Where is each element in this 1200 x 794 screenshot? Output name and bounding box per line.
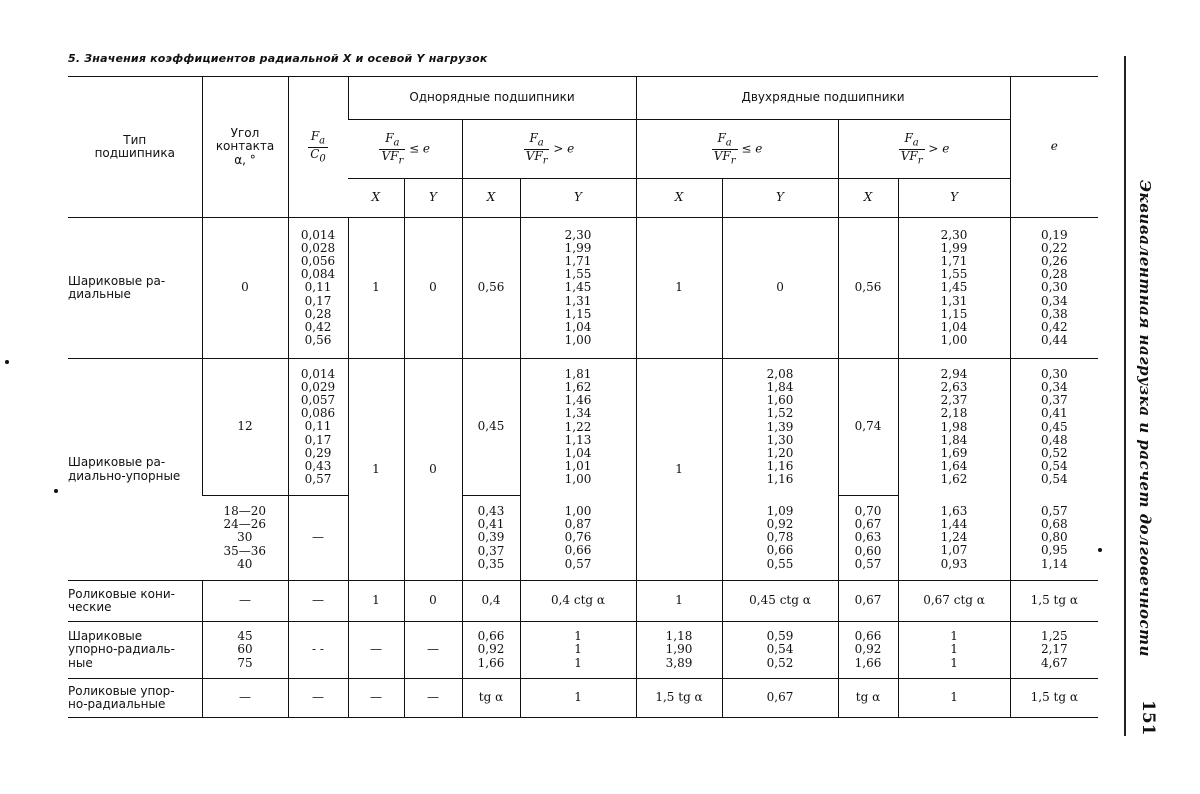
cell: 0,66 0,92 1,66 [838, 622, 898, 679]
header-x: X [348, 179, 404, 218]
speck [54, 489, 58, 493]
table-row [68, 218, 1098, 359]
header-double-gt [838, 120, 1010, 179]
cell: 1,25 2,17 4,67 [1010, 622, 1098, 679]
table-row [68, 359, 1098, 496]
cell: 0,014 0,028 0,056 0,084 0,11 0,17 0,28 0,42 0,56 [288, 218, 348, 359]
cell: 1,5 tg α [1010, 679, 1098, 718]
header-single-gt [462, 120, 636, 179]
cell: 0,4 [462, 581, 520, 622]
cell: 2,30 1,99 1,71 1,55 1,45 1,31 1,15 1,04 1,00 [898, 218, 1010, 359]
cell: 1 [348, 218, 404, 359]
cond-sign: ≤ e [409, 141, 431, 156]
header-fa-c0 [288, 77, 348, 218]
cell: 0,70 0,67 0,63 0,60 0,57 [838, 496, 898, 581]
cell: 0,66 0,92 1,66 [462, 622, 520, 679]
cell: 1 1 1 [898, 622, 1010, 679]
cond-num: $F_a$ [524, 132, 550, 149]
cell: 45 60 75 [202, 622, 288, 679]
cell: — [348, 622, 404, 679]
cell: 2,08 1,84 1,60 1,52 1,39 1,30 1,20 1,16 1,16 [722, 359, 838, 496]
cell: 1 [636, 218, 722, 359]
cell: 1 1 1 [520, 622, 636, 679]
cond-num: $F_a$ [712, 132, 738, 149]
margin-rule [1124, 56, 1126, 736]
cond-den: $VF_r$ [713, 148, 736, 166]
header-y: Y [404, 179, 462, 218]
header-double-row: Двухрядные подшипники [636, 77, 1010, 120]
cell: 1,09 0,92 0,78 0,66 0,55 [722, 496, 838, 581]
header-double-le [636, 120, 838, 179]
table-caption: 5. Значения коэффициентов радиальной X и осевой Y нагрузок [68, 52, 488, 65]
header-y: Y [722, 179, 838, 218]
cell: — [288, 679, 348, 718]
cell: 1 [348, 581, 404, 622]
header-bearing-type: Тип подшипника [68, 77, 202, 218]
cell: tg α [462, 679, 520, 718]
cond-sign: ≤ e [741, 141, 763, 156]
table-row [68, 581, 1098, 622]
cell: 1 [636, 581, 722, 622]
cell: 12 [202, 359, 288, 496]
header-x: X [462, 179, 520, 218]
fa-c0-den: $C_0$ [310, 146, 326, 164]
header-x: X [636, 179, 722, 218]
cell: 0,67 [722, 679, 838, 718]
cell: — [288, 496, 348, 581]
table-row [68, 622, 1098, 679]
cell: 1 [348, 359, 404, 581]
cell: 0,56 [838, 218, 898, 359]
cell: — [404, 679, 462, 718]
cell: 0,014 0,029 0,057 0,086 0,11 0,17 0,29 0,43 0,57 [288, 359, 348, 496]
row-label: Роликовые кони- ческие [68, 581, 202, 622]
header-y: Y [898, 179, 1010, 218]
cond-num: $F_a$ [899, 132, 925, 149]
cond-den: $VF_r$ [900, 148, 923, 166]
cell: 1,00 0,87 0,76 0,66 0,57 [520, 496, 636, 581]
header-contact-angle: Угол контакта α, ° [202, 77, 288, 218]
cell: 0,45 ctg α [722, 581, 838, 622]
cell: 0 [722, 218, 838, 359]
cond-sign: > e [553, 141, 575, 156]
cell: 0,74 [838, 359, 898, 496]
header-x: X [838, 179, 898, 218]
cell: 0 [404, 359, 462, 581]
cell: 2,94 2,63 2,37 2,18 1,98 1,84 1,69 1,64 1,62 [898, 359, 1010, 496]
cell: - - [288, 622, 348, 679]
cell: 1 [520, 679, 636, 718]
header-single-row: Однорядные подшипники [348, 77, 636, 120]
cell: — [404, 622, 462, 679]
cell: 1 [898, 679, 1010, 718]
cell: 0,4 ctg α [520, 581, 636, 622]
cell: 18—20 24—26 30 35—36 40 [202, 496, 288, 581]
cell: 0,57 0,68 0,80 0,95 1,14 [1010, 496, 1098, 581]
coefficients-table [68, 76, 1098, 718]
cell: 1,5 tg α [636, 679, 722, 718]
cell: tg α [838, 679, 898, 718]
row-label: Шариковые упорно-радиаль- ные [68, 622, 202, 679]
cell: 0,43 0,41 0,39 0,37 0,35 [462, 496, 520, 581]
cell: 1,18 1,90 3,89 [636, 622, 722, 679]
row-label: Роликовые упор- но-радиальные [68, 679, 202, 718]
cell: 0 [404, 218, 462, 359]
cell: 0,59 0,54 0,52 [722, 622, 838, 679]
cell: 0,45 [462, 359, 520, 496]
cell: 0,67 [838, 581, 898, 622]
cell: 1,81 1,62 1,46 1,34 1,22 1,13 1,04 1,01 1,00 [520, 359, 636, 496]
cell: 0,30 0,34 0,37 0,41 0,45 0,48 0,52 0,54 0,54 [1010, 359, 1098, 496]
cell: — [348, 679, 404, 718]
cell: 2,30 1,99 1,71 1,55 1,45 1,31 1,15 1,04 1,00 [520, 218, 636, 359]
cell: 1,5 tg α [1010, 581, 1098, 622]
cell: 0 [404, 581, 462, 622]
cell: — [202, 581, 288, 622]
row-label: Шариковые ра- диально-упорные [68, 359, 202, 581]
cell: 1,63 1,44 1,24 1,07 0,93 [898, 496, 1010, 581]
cell: 0,67 ctg α [898, 581, 1010, 622]
speck [5, 360, 9, 364]
header-y: Y [520, 179, 636, 218]
row-label: Шариковые ра- диальные [68, 218, 202, 359]
cond-num: $F_a$ [379, 132, 405, 149]
table-row [68, 496, 1098, 581]
header-single-le [348, 120, 462, 179]
cell: 1 [636, 359, 722, 581]
cell: — [202, 679, 288, 718]
speck [1098, 548, 1102, 552]
cell: 0,19 0,22 0,26 0,28 0,30 0,34 0,38 0,42 0,44 [1010, 218, 1098, 359]
header-e: e [1010, 77, 1098, 218]
cell: 0,56 [462, 218, 520, 359]
cond-den: $VF_r$ [525, 148, 548, 166]
cond-sign: > e [928, 141, 950, 156]
fa-c0-num: $F_a$ [308, 130, 328, 147]
page-number: 151 [1138, 700, 1158, 736]
running-title: Эквивалентная нагрузка и расчет долговечности [1136, 180, 1154, 657]
cell: 0 [202, 218, 288, 359]
table-row [68, 679, 1098, 718]
cell: — [288, 581, 348, 622]
cond-den: $VF_r$ [381, 148, 404, 166]
